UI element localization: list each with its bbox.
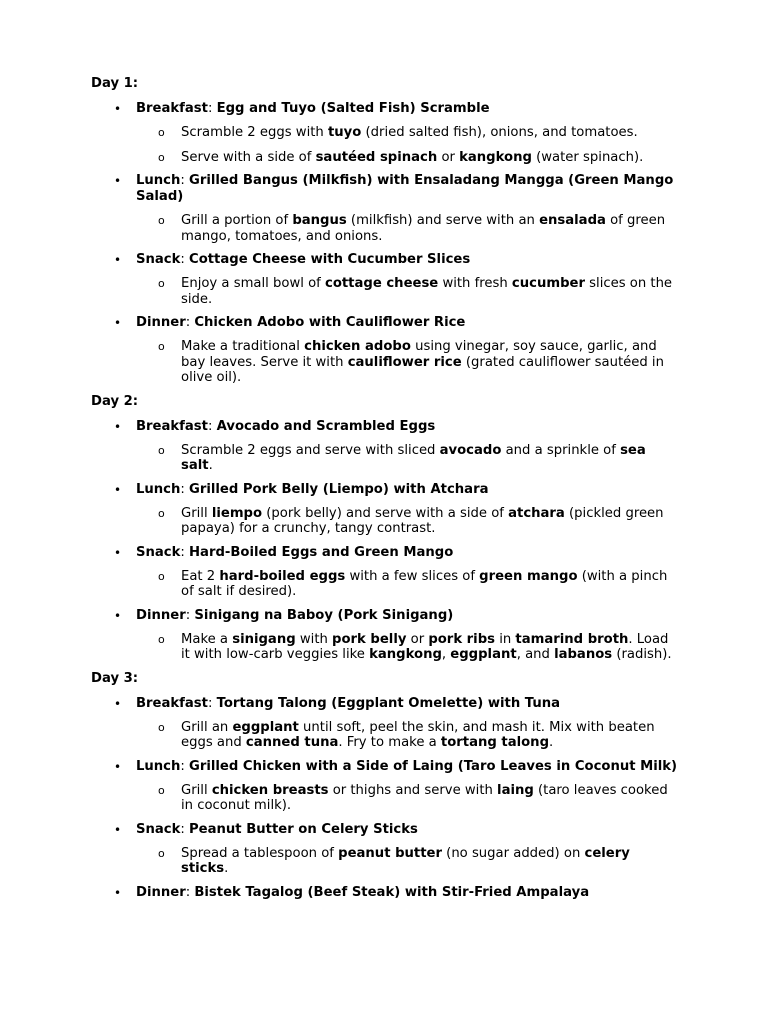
detail-text: and a sprinkle of	[501, 442, 621, 458]
highlighted-ingredient: green mango	[479, 568, 578, 584]
meal-label: Lunch	[136, 481, 181, 497]
meal-item	[114, 101, 691, 117]
detail-text: Grill a portion of	[181, 213, 293, 228]
meal-item	[114, 758, 691, 775]
bullet-icon: •	[114, 696, 122, 711]
detail-text: .	[549, 735, 554, 750]
detail-text: Grill an	[181, 719, 233, 735]
meal-detail	[158, 339, 681, 386]
label-separator: :	[207, 695, 217, 711]
detail-text: Scramble 2 eggs with	[181, 125, 328, 140]
label-separator: :	[180, 173, 190, 188]
detail-text: Make a	[181, 631, 233, 647]
sub-bullet-icon: o	[158, 277, 165, 290]
bullet-icon: •	[114, 608, 122, 623]
detail-text: with a few slices of	[345, 568, 480, 584]
meal-label: Snack	[136, 544, 181, 560]
detail-text: Grill	[181, 782, 212, 798]
label-separator: :	[185, 607, 195, 623]
meal-item	[114, 607, 691, 624]
meal-title: Grilled Chicken with a Side of Laing (Taro Leaves in Coconut Milk)	[189, 758, 678, 774]
highlighted-ingredient: eggplant	[450, 647, 517, 662]
detail-text: Serve with a side of	[181, 149, 316, 165]
detail-text: with fresh	[438, 276, 512, 291]
bullet-icon: •	[114, 545, 122, 560]
bullet-icon: •	[114, 316, 122, 330]
detail-text: Make a traditional	[181, 339, 305, 354]
meal-label: Breakfast	[136, 695, 208, 711]
meal-title: Chicken Adobo with Cauliflower Rice	[194, 315, 466, 330]
meal-label: Breakfast	[136, 101, 208, 116]
sub-bullet-icon: o	[158, 150, 165, 164]
meal-detail	[158, 719, 681, 751]
highlighted-ingredient: tamarind broth	[515, 631, 629, 647]
meal-title: Avocado and Scrambled Eggs	[216, 418, 436, 434]
highlighted-ingredient: kangkong	[369, 647, 442, 662]
highlighted-ingredient: cauliflower rice	[347, 354, 462, 370]
detail-text: (water spinach).	[531, 149, 644, 165]
sub-bullet-icon: o	[158, 340, 165, 353]
sub-bullet-icon: o	[158, 126, 165, 139]
meal-detail	[158, 125, 681, 141]
sub-bullet-icon: o	[158, 214, 165, 227]
sub-bullet-icon: o	[158, 720, 165, 734]
highlighted-ingredient: tortang talong	[440, 735, 550, 750]
detail-text: ,	[441, 647, 451, 662]
highlighted-ingredient: sea salt	[181, 442, 646, 473]
meal-item	[114, 252, 691, 268]
highlighted-ingredient: tuyo	[327, 125, 362, 140]
bullet-icon: •	[114, 253, 122, 267]
sub-bullet-icon: o	[158, 569, 165, 583]
detail-text: slices on the side.	[181, 276, 673, 307]
meal-detail	[158, 782, 681, 814]
detail-text: (with a pinch of salt if desired).	[181, 568, 668, 599]
label-separator: :	[180, 544, 190, 560]
meal-title: Egg and Tuyo (Salted Fish) Scramble	[216, 101, 490, 116]
highlighted-ingredient: eggplant	[232, 719, 299, 735]
detail-text: until soft, peel the skin, and mash it. Mix with beaten eggs and	[181, 719, 655, 750]
bullet-icon: •	[114, 102, 122, 116]
highlighted-ingredient: avocado	[439, 442, 502, 458]
sub-bullet-icon: o	[158, 443, 165, 457]
highlighted-ingredient: pork belly	[332, 631, 407, 647]
label-separator: :	[180, 252, 190, 267]
detail-text: or thighs and serve with	[328, 782, 498, 798]
meal-detail	[158, 568, 681, 600]
label-separator: :	[207, 418, 217, 434]
detail-text: using vinegar, soy sauce, garlic, and bay leaves. Serve it with	[181, 339, 657, 370]
detail-text: in	[495, 631, 516, 647]
meal-detail	[158, 442, 681, 474]
label-separator: :	[180, 481, 190, 497]
day-heading: Day 3:	[91, 670, 139, 686]
bullet-icon: •	[114, 482, 122, 497]
highlighted-ingredient: cottage cheese	[325, 276, 439, 291]
meal-title: Hard-Boiled Eggs and Green Mango	[189, 544, 454, 560]
detail-text: , and	[516, 647, 555, 662]
detail-text: (grated cauliflower sautéed in olive oil).	[181, 354, 664, 385]
highlighted-ingredient: pork ribs	[428, 631, 495, 647]
sub-bullet-icon: o	[158, 632, 165, 646]
highlighted-ingredient: ensalada	[539, 213, 606, 228]
label-separator: :	[180, 821, 190, 837]
meal-title: Grilled Bangus (Milkfish) with Ensaladang Mangga (Green Mango Salad)	[136, 173, 674, 204]
detail-text: or	[406, 631, 429, 647]
detail-text: or	[437, 149, 460, 165]
detail-text: (taro leaves cooked in coconut milk).	[181, 782, 668, 813]
label-separator: :	[207, 101, 217, 116]
document-page	[91, 76, 691, 901]
label-separator: :	[180, 758, 190, 774]
meal-detail	[158, 213, 681, 244]
detail-text: Eat 2	[181, 568, 220, 584]
highlighted-ingredient: canned tuna	[245, 735, 339, 750]
day-heading: Day 2:	[91, 393, 139, 409]
highlighted-ingredient: peanut butter	[338, 845, 442, 861]
bullet-icon: •	[114, 419, 122, 434]
highlighted-ingredient: bangus	[292, 213, 347, 228]
meal-label: Snack	[136, 252, 181, 267]
detail-text: (dried salted fish), onions, and tomatoes.	[361, 125, 638, 140]
meal-detail	[158, 149, 681, 166]
highlighted-ingredient: hard-boiled eggs	[219, 568, 346, 584]
detail-text: with	[295, 631, 333, 647]
meal-item	[114, 695, 691, 712]
meal-item	[114, 173, 691, 205]
detail-text: . Load it with low-carb veggies like	[181, 631, 669, 662]
bullet-icon: •	[114, 759, 122, 774]
highlighted-ingredient: chicken adobo	[304, 339, 411, 354]
sub-bullet-icon: o	[158, 846, 165, 860]
highlighted-ingredient: labanos	[554, 647, 613, 662]
highlighted-ingredient: laing	[497, 782, 534, 798]
highlighted-ingredient: liempo	[211, 505, 263, 521]
detail-text: Scramble 2 eggs and serve with sliced	[181, 442, 440, 458]
detail-text: of green mango, tomatoes, and onions.	[181, 213, 666, 244]
detail-text: Grill	[181, 505, 212, 521]
meal-title: Cottage Cheese with Cucumber Slices	[189, 252, 471, 267]
detail-text: . Fry to make a	[338, 735, 441, 750]
highlighted-ingredient: celery sticks	[181, 845, 630, 876]
detail-text: (pork belly) and serve with a side of	[262, 505, 509, 521]
detail-text: .	[208, 458, 213, 473]
highlighted-ingredient: kangkong	[459, 149, 532, 165]
meal-item	[114, 418, 691, 435]
meal-title: Sinigang na Baboy (Pork Sinigang)	[194, 607, 454, 623]
meal-detail	[158, 505, 681, 537]
meal-label: Dinner	[136, 315, 186, 330]
detail-text: Spread a tablespoon of	[181, 845, 339, 861]
meal-detail	[158, 631, 681, 663]
meal-label: Dinner	[136, 884, 186, 900]
meal-item	[114, 884, 691, 901]
meal-label: Breakfast	[136, 418, 208, 434]
detail-text: Enjoy a small bowl of	[181, 276, 325, 291]
detail-text: (milkfish) and serve with an	[346, 213, 540, 228]
label-separator: :	[185, 884, 195, 900]
detail-text: .	[224, 861, 229, 876]
day-heading: Day 1:	[91, 76, 139, 91]
meal-title: Grilled Pork Belly (Liempo) with Atchara	[189, 481, 489, 497]
highlighted-ingredient: cucumber	[511, 276, 585, 291]
bullet-icon: •	[114, 885, 122, 900]
highlighted-ingredient: sautéed spinach	[315, 149, 438, 165]
meal-title: Tortang Talong (Eggplant Omelette) with Tuna	[216, 695, 561, 711]
detail-text: (no sugar added) on	[441, 845, 585, 861]
meal-item	[114, 821, 691, 838]
meal-label: Lunch	[136, 758, 181, 774]
meal-title: Peanut Butter on Celery Sticks	[189, 821, 418, 837]
bullet-icon: •	[114, 174, 122, 188]
meal-item	[114, 544, 691, 561]
meal-item	[114, 315, 691, 331]
highlighted-ingredient: chicken breasts	[211, 782, 329, 798]
label-separator: :	[185, 315, 195, 330]
meal-detail	[158, 845, 681, 877]
meal-item	[114, 481, 691, 498]
meal-label: Lunch	[136, 173, 181, 188]
meal-label: Dinner	[136, 607, 186, 623]
sub-bullet-icon: o	[158, 783, 165, 797]
detail-text: (pickled green papaya) for a crunchy, tangy contrast.	[181, 505, 664, 536]
highlighted-ingredient: sinigang	[232, 631, 296, 647]
bullet-icon: •	[114, 822, 122, 837]
meal-label: Snack	[136, 821, 181, 837]
sub-bullet-icon: o	[158, 506, 165, 520]
detail-text: (radish).	[612, 647, 672, 662]
meal-title: Bistek Tagalog (Beef Steak) with Stir-Fried Ampalaya	[194, 884, 590, 900]
highlighted-ingredient: atchara	[508, 505, 565, 521]
meal-detail	[158, 276, 681, 307]
